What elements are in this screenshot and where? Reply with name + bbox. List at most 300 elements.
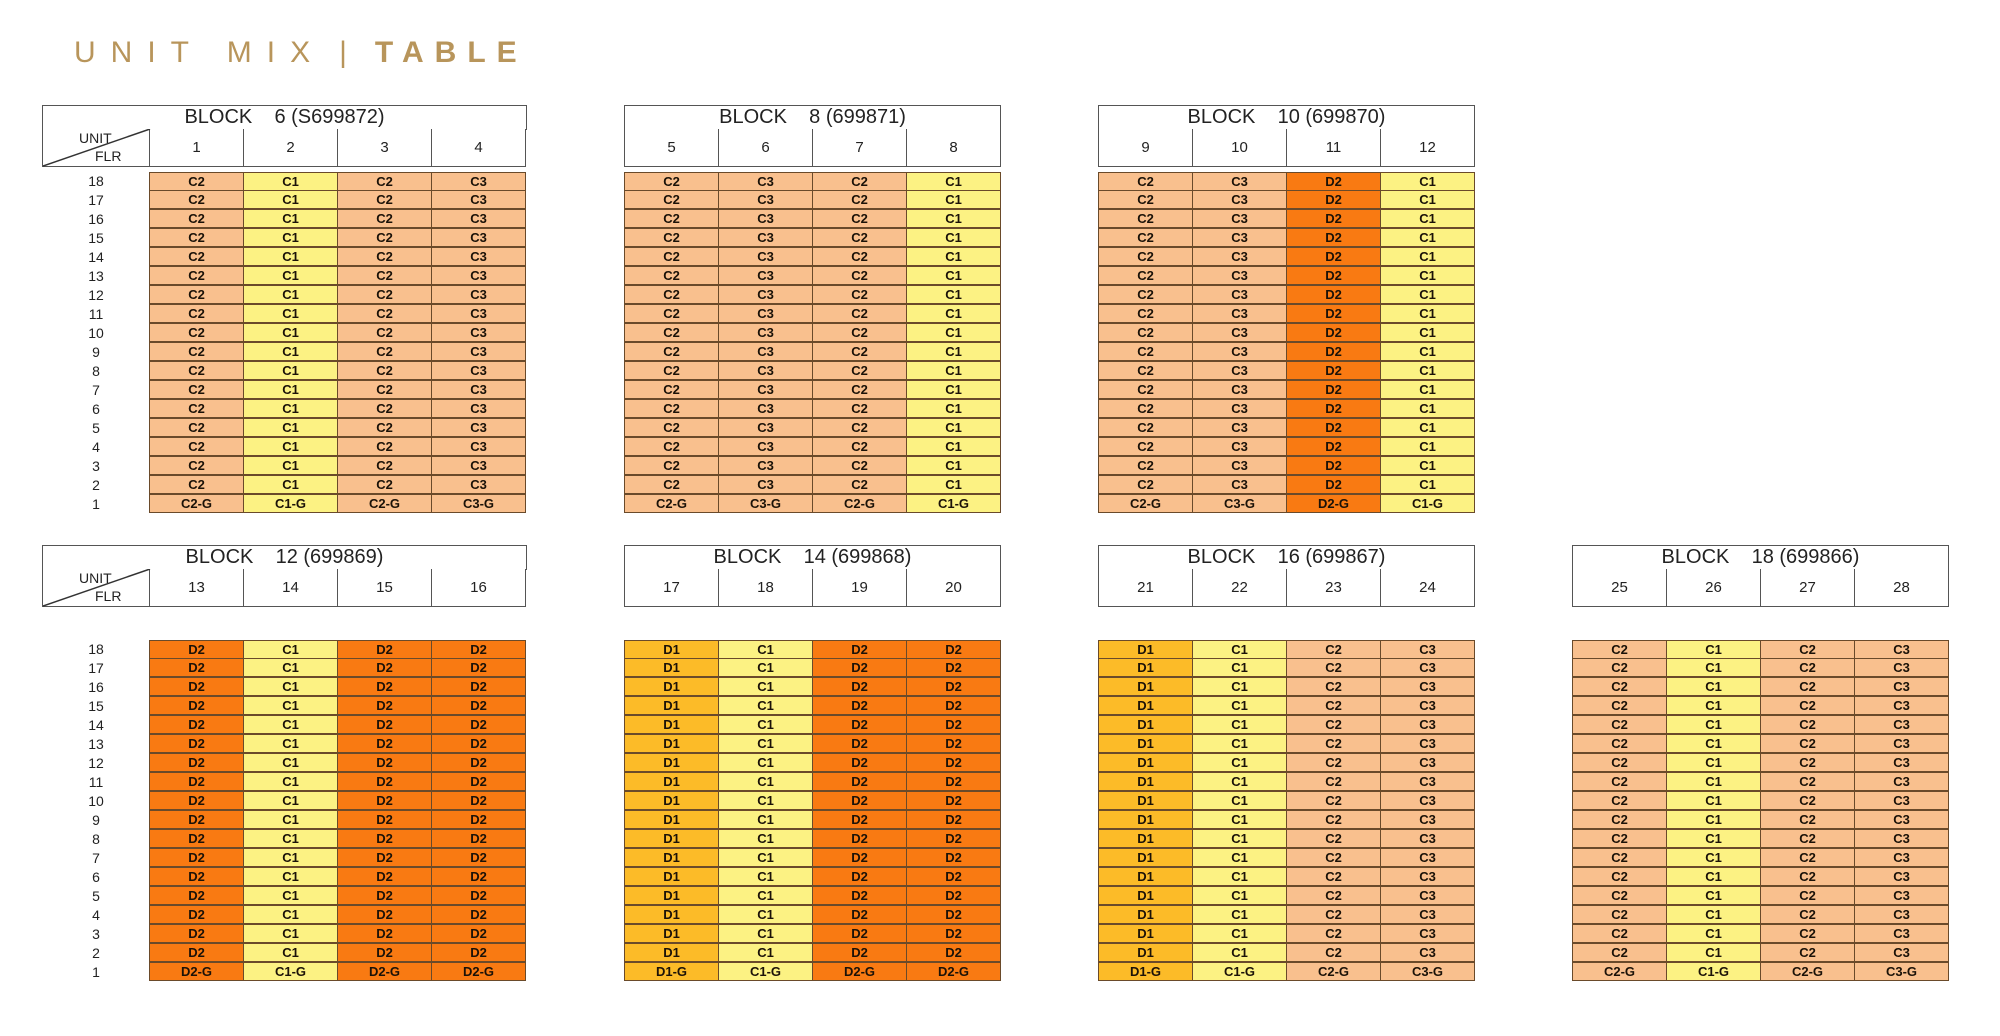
unit-type-cell: D1 bbox=[624, 810, 719, 829]
unit-type-cell: C2 bbox=[812, 266, 907, 285]
unit-type-cell: D2 bbox=[337, 753, 432, 772]
table-row bbox=[1572, 830, 1949, 849]
floor-rows bbox=[1572, 640, 1949, 982]
unit-type-cell: D1 bbox=[1098, 696, 1193, 715]
unit-number: 22 bbox=[1192, 569, 1287, 607]
unit-type-cell: C1 bbox=[1192, 829, 1287, 848]
unit-type-cell: C2 bbox=[149, 418, 244, 437]
unit-type-cell: C1 bbox=[243, 905, 338, 924]
unit-type-cell: C2 bbox=[1760, 867, 1855, 886]
unit-type-cell: C3 bbox=[1192, 475, 1287, 494]
unit-type-cell: C1 bbox=[906, 228, 1001, 247]
unit-type-cell: C1 bbox=[1666, 734, 1761, 753]
floor-number: 2 bbox=[92, 477, 100, 493]
unit-type-cell: D2 bbox=[431, 924, 526, 943]
unit-type-cell: D1 bbox=[624, 791, 719, 810]
unit-type-cell: D2 bbox=[1286, 304, 1381, 323]
unit-type-cell: C2 bbox=[624, 380, 719, 399]
table-row bbox=[624, 343, 1001, 362]
unit-type-cell: D2 bbox=[431, 772, 526, 791]
unit-type-cell: C2 bbox=[149, 247, 244, 266]
unit-floor-corner bbox=[42, 129, 150, 167]
unit-type-cell: C3 bbox=[1380, 715, 1475, 734]
unit-type-cell: C2-G bbox=[812, 494, 907, 513]
unit-type-cell: C2 bbox=[812, 456, 907, 475]
unit-type-cell: C2 bbox=[1286, 677, 1381, 696]
unit-type-cell: C2 bbox=[337, 172, 432, 191]
unit-type-cell: C3 bbox=[1380, 848, 1475, 867]
unit-type-cell: C3 bbox=[1854, 867, 1949, 886]
table-row bbox=[42, 476, 526, 495]
floor-rows bbox=[1098, 640, 1475, 982]
table-row bbox=[624, 191, 1001, 210]
unit-type-cell: D2 bbox=[812, 867, 907, 886]
floor-number: 1 bbox=[92, 496, 100, 512]
unit-type-cell: D2 bbox=[149, 886, 244, 905]
unit-number: 17 bbox=[624, 569, 719, 607]
unit-type-cell: C2 bbox=[812, 228, 907, 247]
unit-type-cell: C3 bbox=[718, 285, 813, 304]
table-row bbox=[624, 267, 1001, 286]
unit-type-cell: C1 bbox=[906, 475, 1001, 494]
unit-type-cell: C3 bbox=[718, 172, 813, 191]
unit-number: 7 bbox=[812, 129, 907, 167]
unit-type-cell: C2 bbox=[1760, 848, 1855, 867]
floor-number: 6 bbox=[92, 401, 100, 417]
unit-type-cell: C2 bbox=[1098, 380, 1193, 399]
unit-type-cell: C2 bbox=[812, 304, 907, 323]
table-row bbox=[42, 419, 526, 438]
unit-type-cell: D2 bbox=[149, 677, 244, 696]
unit-type-cell: C3 bbox=[718, 380, 813, 399]
unit-type-cell: D2 bbox=[337, 677, 432, 696]
unit-type-cell: C2 bbox=[1760, 772, 1855, 791]
unit-type-cell: D2 bbox=[906, 753, 1001, 772]
unit-header-row bbox=[1098, 569, 1475, 607]
unit-type-cell: C1 bbox=[243, 323, 338, 342]
unit-type-cell: C2 bbox=[149, 172, 244, 191]
unit-type-cell: C3 bbox=[1192, 304, 1287, 323]
unit-type-cell: C1 bbox=[1380, 304, 1475, 323]
unit-type-cell: D1-G bbox=[1098, 962, 1193, 981]
unit-type-cell: C2 bbox=[1760, 715, 1855, 734]
unit-type-cell: C3 bbox=[1380, 696, 1475, 715]
table-row bbox=[42, 754, 526, 773]
block-header: BLOCK 8 (699871) bbox=[624, 105, 1001, 130]
unit-type-cell: C3 bbox=[1854, 753, 1949, 772]
unit-type-cell: C2 bbox=[812, 380, 907, 399]
unit-type-cell: C2 bbox=[337, 437, 432, 456]
unit-type-cell: C1 bbox=[1192, 753, 1287, 772]
title-separator: | bbox=[339, 36, 347, 69]
table-row bbox=[42, 362, 526, 381]
unit-type-cell: C1 bbox=[243, 285, 338, 304]
unit-type-cell: D1 bbox=[624, 734, 719, 753]
unit-type-cell: D2 bbox=[149, 924, 244, 943]
unit-type-cell: C1-G bbox=[718, 962, 813, 981]
unit-type-cell: D2 bbox=[431, 753, 526, 772]
title-unit-mix: UNIT MIX bbox=[74, 36, 326, 69]
unit-type-cell: C2 bbox=[1286, 943, 1381, 962]
unit-type-cell: C3 bbox=[1192, 399, 1287, 418]
title-table: TABLE bbox=[374, 36, 528, 69]
unit-type-cell: C1 bbox=[1192, 886, 1287, 905]
table-row bbox=[1572, 887, 1949, 906]
unit-type-cell: D2 bbox=[149, 943, 244, 962]
unit-type-cell: C2 bbox=[149, 285, 244, 304]
unit-type-cell: C3 bbox=[1854, 734, 1949, 753]
unit-type-cell: C1 bbox=[1192, 810, 1287, 829]
unit-type-cell: C2 bbox=[1098, 285, 1193, 304]
unit-type-cell: C2 bbox=[149, 190, 244, 209]
unit-type-cell: C2 bbox=[812, 342, 907, 361]
table-row bbox=[42, 716, 526, 735]
table-row bbox=[624, 324, 1001, 343]
table-row bbox=[42, 400, 526, 419]
unit-type-cell: D2 bbox=[1286, 228, 1381, 247]
unit-type-cell: C2 bbox=[812, 190, 907, 209]
unit-type-cell: C3 bbox=[718, 475, 813, 494]
unit-type-cell: D1 bbox=[624, 848, 719, 867]
unit-number: 5 bbox=[624, 129, 719, 167]
unit-type-cell: C3 bbox=[718, 399, 813, 418]
unit-type-cell: C1 bbox=[243, 418, 338, 437]
unit-type-cell: D2 bbox=[337, 715, 432, 734]
unit-type-cell: C2 bbox=[624, 399, 719, 418]
unit-type-cell: C1 bbox=[243, 772, 338, 791]
unit-header-row bbox=[624, 129, 1001, 167]
unit-type-cell: D2 bbox=[149, 734, 244, 753]
unit-type-cell: D1 bbox=[624, 943, 719, 962]
unit-type-cell: C3 bbox=[1380, 753, 1475, 772]
floor-number: 5 bbox=[92, 888, 100, 904]
unit-type-cell: C1 bbox=[243, 190, 338, 209]
unit-type-cell: D2 bbox=[337, 867, 432, 886]
unit-number: 26 bbox=[1666, 569, 1761, 607]
floor-rows bbox=[624, 640, 1001, 982]
unit-type-cell: C2 bbox=[149, 209, 244, 228]
unit-label: UNIT bbox=[79, 130, 112, 146]
floor-rows bbox=[42, 640, 526, 982]
unit-type-cell: C3 bbox=[1854, 791, 1949, 810]
unit-type-cell: C2 bbox=[1572, 791, 1667, 810]
unit-type-cell: C1 bbox=[718, 715, 813, 734]
floor-number: 13 bbox=[88, 268, 104, 284]
unit-number: 25 bbox=[1572, 569, 1667, 607]
table-row bbox=[624, 697, 1001, 716]
unit-type-cell: C2 bbox=[1760, 791, 1855, 810]
floor-number: 17 bbox=[88, 192, 104, 208]
unit-type-cell: C3 bbox=[431, 380, 526, 399]
unit-number: 10 bbox=[1192, 129, 1287, 167]
unit-type-cell: D2 bbox=[1286, 437, 1381, 456]
unit-type-cell: C3-G bbox=[1192, 494, 1287, 513]
unit-type-cell: D1 bbox=[1098, 829, 1193, 848]
unit-type-cell: C3 bbox=[431, 172, 526, 191]
floor-number: 7 bbox=[92, 850, 100, 866]
block-header: BLOCK 14 (699868) bbox=[624, 545, 1001, 570]
unit-type-cell: C1 bbox=[906, 285, 1001, 304]
floor-number: 12 bbox=[88, 287, 104, 303]
unit-type-cell: D2 bbox=[906, 640, 1001, 659]
unit-type-cell: C3 bbox=[1192, 418, 1287, 437]
unit-type-cell: D1 bbox=[624, 753, 719, 772]
unit-type-cell: D2 bbox=[812, 734, 907, 753]
unit-type-cell: C2 bbox=[1098, 475, 1193, 494]
unit-type-cell: C3-G bbox=[1854, 962, 1949, 981]
unit-type-cell: C3 bbox=[1854, 810, 1949, 829]
unit-type-cell: C1 bbox=[718, 677, 813, 696]
unit-type-cell: D2 bbox=[149, 848, 244, 867]
unit-type-cell: C3 bbox=[1192, 266, 1287, 285]
unit-type-cell: C2 bbox=[812, 285, 907, 304]
unit-type-cell: C2 bbox=[1098, 172, 1193, 191]
floor-number: 11 bbox=[88, 774, 104, 790]
unit-type-cell: C3 bbox=[1380, 658, 1475, 677]
unit-type-cell: C2 bbox=[149, 380, 244, 399]
unit-number: 14 bbox=[243, 569, 338, 607]
unit-type-cell: C1 bbox=[718, 848, 813, 867]
unit-type-cell: C1-G bbox=[1380, 494, 1475, 513]
table-row bbox=[42, 229, 526, 248]
unit-type-cell: D2-G bbox=[431, 962, 526, 981]
unit-type-cell: D2 bbox=[149, 772, 244, 791]
table-row bbox=[1572, 792, 1949, 811]
unit-type-cell: C2 bbox=[149, 228, 244, 247]
unit-type-cell: D2 bbox=[1286, 323, 1381, 342]
table-row bbox=[1572, 773, 1949, 792]
unit-label: UNIT bbox=[79, 570, 112, 586]
table-row bbox=[1098, 792, 1475, 811]
table-row bbox=[42, 191, 526, 210]
unit-type-cell: D1 bbox=[1098, 943, 1193, 962]
unit-type-cell: C1 bbox=[718, 772, 813, 791]
unit-type-cell: D2 bbox=[431, 791, 526, 810]
unit-type-cell: C2 bbox=[1098, 228, 1193, 247]
unit-type-cell: D2 bbox=[431, 848, 526, 867]
page-title bbox=[74, 36, 528, 76]
unit-type-cell: C2 bbox=[337, 247, 432, 266]
unit-type-cell: D2 bbox=[1286, 190, 1381, 209]
table-row bbox=[624, 286, 1001, 305]
unit-type-cell: C2-G bbox=[1572, 962, 1667, 981]
unit-type-cell: D2 bbox=[906, 905, 1001, 924]
unit-type-cell: C1 bbox=[243, 848, 338, 867]
floor-number: 16 bbox=[88, 679, 104, 695]
unit-type-cell: D2 bbox=[812, 658, 907, 677]
unit-type-cell: C3 bbox=[718, 247, 813, 266]
unit-type-cell: C1 bbox=[243, 734, 338, 753]
unit-type-cell: C2 bbox=[1760, 905, 1855, 924]
unit-type-cell: C1 bbox=[243, 791, 338, 810]
table-row bbox=[42, 735, 526, 754]
unit-type-cell: C1 bbox=[718, 943, 813, 962]
unit-type-cell: D2-G bbox=[906, 962, 1001, 981]
unit-number: 6 bbox=[718, 129, 813, 167]
table-row bbox=[42, 248, 526, 267]
unit-type-cell: C1 bbox=[243, 209, 338, 228]
unit-type-cell: C2 bbox=[1760, 810, 1855, 829]
unit-type-cell: C1 bbox=[1192, 791, 1287, 810]
table-row bbox=[1098, 400, 1475, 419]
unit-type-cell: D1-G bbox=[624, 962, 719, 981]
unit-type-cell: C2 bbox=[1286, 886, 1381, 905]
unit-type-cell: D2 bbox=[337, 658, 432, 677]
unit-type-cell: D2 bbox=[812, 829, 907, 848]
unit-type-cell: C2 bbox=[812, 475, 907, 494]
unit-type-cell: C2 bbox=[1286, 640, 1381, 659]
table-row bbox=[42, 324, 526, 343]
unit-type-cell: C2-G bbox=[337, 494, 432, 513]
unit-type-cell: C1 bbox=[1192, 677, 1287, 696]
table-row bbox=[42, 438, 526, 457]
unit-type-cell: C3-G bbox=[718, 494, 813, 513]
table-row bbox=[42, 887, 526, 906]
unit-type-cell: D1 bbox=[624, 886, 719, 905]
unit-type-cell: C2 bbox=[1286, 810, 1381, 829]
unit-type-cell: D2 bbox=[431, 640, 526, 659]
unit-type-cell: C3 bbox=[1854, 658, 1949, 677]
unit-type-cell: D1 bbox=[1098, 867, 1193, 886]
unit-type-cell: C1 bbox=[1380, 247, 1475, 266]
unit-type-cell: D2 bbox=[812, 715, 907, 734]
unit-type-cell: C2 bbox=[337, 361, 432, 380]
unit-type-cell: C1 bbox=[243, 943, 338, 962]
unit-type-cell: D2 bbox=[149, 658, 244, 677]
table-row bbox=[624, 229, 1001, 248]
unit-header-row bbox=[1572, 569, 1949, 607]
unit-type-cell: D1 bbox=[624, 905, 719, 924]
unit-type-cell: D2 bbox=[337, 791, 432, 810]
unit-type-cell: C3 bbox=[431, 285, 526, 304]
unit-type-cell: C1 bbox=[1666, 772, 1761, 791]
unit-type-cell: C1 bbox=[1666, 658, 1761, 677]
unit-type-cell: C2 bbox=[1098, 209, 1193, 228]
unit-type-cell: D2 bbox=[906, 829, 1001, 848]
unit-type-cell: C1 bbox=[243, 172, 338, 191]
unit-type-cell: C3-G bbox=[431, 494, 526, 513]
unit-type-cell: C3 bbox=[1380, 772, 1475, 791]
unit-type-cell: C3 bbox=[718, 437, 813, 456]
table-row bbox=[1098, 381, 1475, 400]
unit-type-cell: C2 bbox=[337, 380, 432, 399]
unit-type-cell: C1 bbox=[1666, 829, 1761, 848]
unit-type-cell: C1 bbox=[1380, 190, 1475, 209]
unit-type-cell: C2 bbox=[337, 304, 432, 323]
unit-type-cell: C1 bbox=[1192, 943, 1287, 962]
unit-number: 12 bbox=[1380, 129, 1475, 167]
unit-type-cell: C2 bbox=[812, 418, 907, 437]
unit-type-cell: D2 bbox=[149, 791, 244, 810]
unit-type-cell: C1 bbox=[1380, 323, 1475, 342]
unit-number: 1 bbox=[149, 129, 244, 167]
unit-type-cell: C2 bbox=[1286, 848, 1381, 867]
table-row bbox=[42, 697, 526, 716]
table-row bbox=[42, 640, 526, 659]
unit-type-cell: D2 bbox=[812, 696, 907, 715]
unit-type-cell: C2 bbox=[624, 285, 719, 304]
floor-number: 13 bbox=[88, 736, 104, 752]
unit-type-cell: C1 bbox=[243, 677, 338, 696]
unit-header-row bbox=[42, 569, 526, 607]
unit-type-cell: C1 bbox=[718, 640, 813, 659]
table-row bbox=[624, 849, 1001, 868]
unit-type-cell: D2 bbox=[1286, 266, 1381, 285]
unit-type-cell: C1 bbox=[243, 228, 338, 247]
unit-type-cell: C1 bbox=[718, 753, 813, 772]
table-row bbox=[1098, 476, 1475, 495]
unit-type-cell: C2 bbox=[624, 342, 719, 361]
unit-type-cell: D1 bbox=[624, 696, 719, 715]
table-row bbox=[42, 906, 526, 925]
unit-type-cell: D1 bbox=[624, 640, 719, 659]
floor-number: 10 bbox=[88, 793, 104, 809]
unit-type-cell: C2 bbox=[812, 437, 907, 456]
unit-type-cell: C2 bbox=[624, 456, 719, 475]
unit-type-cell: D2 bbox=[149, 640, 244, 659]
unit-type-cell: D2 bbox=[149, 753, 244, 772]
unit-type-cell: C2-G bbox=[1098, 494, 1193, 513]
unit-type-cell: D2 bbox=[906, 677, 1001, 696]
unit-type-cell: C2 bbox=[337, 323, 432, 342]
unit-type-cell: C1 bbox=[243, 867, 338, 886]
unit-type-cell: C1 bbox=[243, 361, 338, 380]
unit-number: 11 bbox=[1286, 129, 1381, 167]
unit-type-cell: C3 bbox=[431, 190, 526, 209]
unit-type-cell: C2 bbox=[149, 399, 244, 418]
table-row bbox=[624, 963, 1001, 982]
table-row bbox=[1098, 887, 1475, 906]
unit-type-cell: D1 bbox=[624, 772, 719, 791]
unit-type-cell: D2 bbox=[337, 810, 432, 829]
unit-type-cell: C1 bbox=[718, 658, 813, 677]
unit-type-cell: D1 bbox=[1098, 772, 1193, 791]
unit-type-cell: C1 bbox=[1192, 734, 1287, 753]
unit-number: 9 bbox=[1098, 129, 1193, 167]
floor-number: 15 bbox=[88, 698, 104, 714]
unit-type-cell: C3 bbox=[431, 418, 526, 437]
unit-type-cell: C1 bbox=[1666, 848, 1761, 867]
table-row bbox=[624, 830, 1001, 849]
unit-type-cell: C3 bbox=[1192, 361, 1287, 380]
table-row bbox=[1572, 906, 1949, 925]
unit-type-cell: C1-G bbox=[1666, 962, 1761, 981]
floor-rows bbox=[42, 172, 526, 514]
unit-number: 4 bbox=[431, 129, 526, 167]
unit-type-cell: C1 bbox=[243, 399, 338, 418]
unit-type-cell: D2 bbox=[906, 886, 1001, 905]
unit-type-cell: D2 bbox=[431, 867, 526, 886]
unit-type-cell: C1 bbox=[1380, 399, 1475, 418]
unit-type-cell: D2 bbox=[906, 696, 1001, 715]
unit-type-cell: D2 bbox=[812, 753, 907, 772]
unit-type-cell: D2 bbox=[431, 943, 526, 962]
unit-header-row bbox=[42, 129, 526, 167]
unit-type-cell: C3 bbox=[1192, 456, 1287, 475]
unit-type-cell: D2 bbox=[337, 772, 432, 791]
unit-type-cell: C3 bbox=[1380, 810, 1475, 829]
unit-type-cell: D1 bbox=[1098, 791, 1193, 810]
unit-type-cell: C1 bbox=[243, 715, 338, 734]
unit-number: 24 bbox=[1380, 569, 1475, 607]
table-row bbox=[1572, 640, 1949, 659]
unit-type-cell: D2 bbox=[431, 658, 526, 677]
unit-type-cell: C1 bbox=[1666, 886, 1761, 905]
unit-type-cell: C2 bbox=[337, 399, 432, 418]
table-row bbox=[624, 887, 1001, 906]
floor-number: 10 bbox=[88, 325, 104, 341]
unit-type-cell: C2 bbox=[812, 247, 907, 266]
